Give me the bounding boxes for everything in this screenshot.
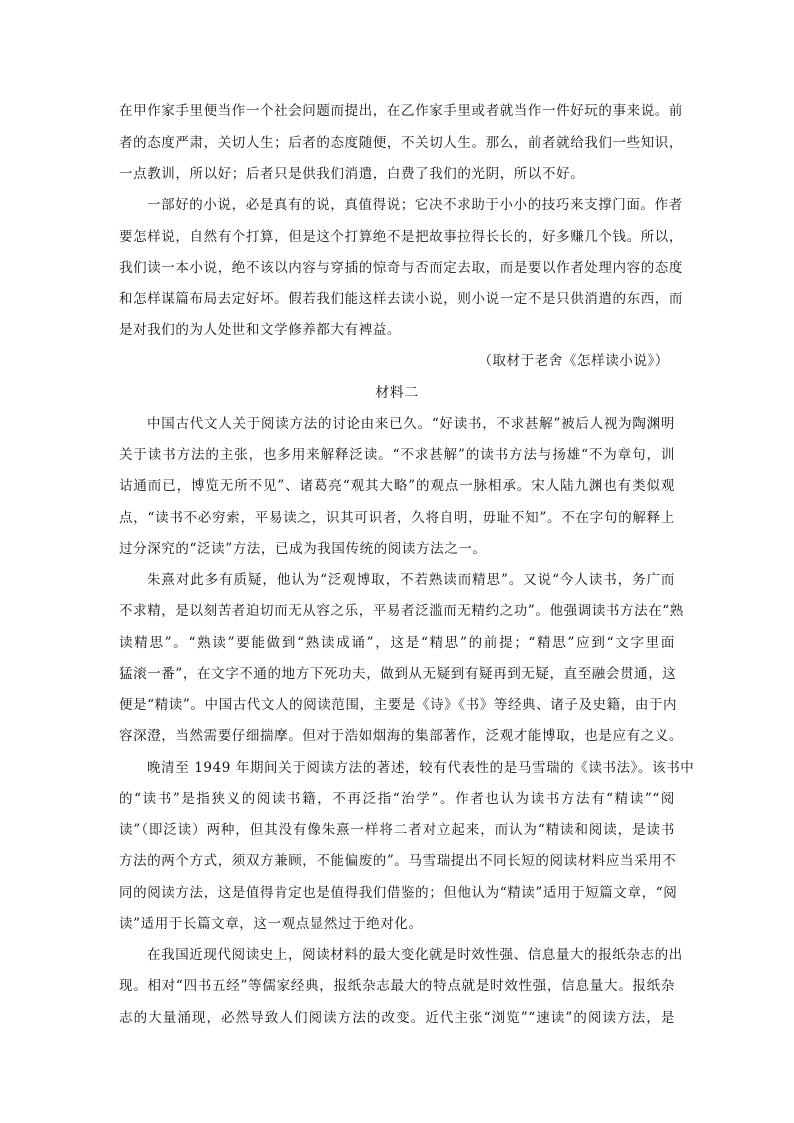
text-line: 现。相对“四书五经”等儒家经典，报纸杂志最大的特点就是时效性强，信息量大。报纸杂 [119,978,675,994]
text-line: 点，“读书不必穷索，平易读之，识其可识者，久将自明，毋耻不知”。不在字句的解释上 [119,510,675,526]
section-heading: 材料二 [375,385,419,401]
text-line: 容深澄，当然需要仔细揣摩。但对于浩如烟海的集部著作，泛观才能博取，也是应有之义。 [119,728,683,744]
text-line: 过分深究的“泛读”方法，已成为我国传统的阅读方法之一。 [119,541,487,557]
text-line: 晚清至 1949 年期间关于阅读方法的著述，较有代表性的是马雪瑞的《读书法》。该书中 [147,760,695,776]
text-line: 志的大量涌现，必然导致人们阅读方法的改变。近代主张“浏览”“速读”的阅读方法，是 [119,1010,675,1026]
text-line: 一点教训，所以好；后者只是供我们消遣，白费了我们的光阴，所以不好。 [119,166,585,182]
text-line: 的“读书”是指狭义的阅读书籍，不再泛指“治学”。作者也认为读书方法有“精读”“阅 [119,791,675,807]
text-line: 不求精，是以刻苦者迫切而无从容之乐，平易者泛滥而无精约之功”。他强调读书方法在“熟 [119,603,684,619]
text-line: 读”（即泛读）两种，但其没有像朱熹一样将二者对立起来，而认为“精读和阅读，是读书 [119,822,675,838]
text-line: 便是“精读”。中国古代文人的阅读范围，主要是《诗》《书》等经典、诸子及史籍，由于内 [119,697,678,713]
text-line: 读”适用于长篇文章，这一观点显然过于绝对化。 [119,916,423,932]
text-line: 要怎样说，自然有个打算，但是这个打算绝不是把故事拉得长长的，好多赚几个钱。所以， [119,229,683,245]
text-line: 方法的两个方式，须双方兼顾，不能偏废的”。马雪瑞提出不同长短的阅读材料应当采用不 [119,853,677,869]
text-line: 读精思”。“熟读”要能做到“熟读成诵”，这是“精思”的前提；“精思”应到“文字里面 [119,635,675,651]
text-line: 关于读书方法的主张，也多用来解释泛读。“不求甚解”的读书方法与扬雄“不为章句，训 [119,447,675,463]
source-citation: （取材于老舍《怎样读小说》） [478,353,669,369]
text-line: 和怎样谋篇布局去定好坏。假若我们能这样去读小说，则小说一定不是只供消遣的东西，而 [119,291,683,307]
text-line: 在我国近现代阅读史上，阅读材料的最大变化就是时效性强、信息量大的报纸杂志的出 [147,947,683,963]
text-line: 诂通而已，博览无所不见”、诸葛亮“观其大略”的观点一脉相承。宋人陆九渊也有类似观 [119,478,675,494]
text-line: 我们读一本小说，绝不该以内容与穿插的惊奇与否而定去取，而是要以作者处理内容的态度 [119,260,683,276]
text-line: 在甲作家手里便当作一个社会问题而提出，在乙作家手里或者就当作一件好玩的事来说。前 [119,103,683,119]
text-line: 者的态度严肃，关切人生；后者的态度随便，不关切人生。那么，前者就给我们一些知识， [119,135,683,151]
text-line: 是对我们的为人处世和文学修养都大有裨益。 [119,322,401,338]
text-line: 朱熹对此多有质疑，他认为“泛观博取，不若熟读而精思”。又说“今人读书，务广而 [147,572,675,588]
text-line: 一部好的小说，必是真有的说，真值得说；它决不求助于小小的技巧来支撑门面。作者 [147,197,683,213]
text-line: 猛滚一番”，在文字不通的地方下死功夫，做到从无疑到有疑再到无疑，直至融会贯通，这 [119,666,677,682]
text-line: 中国古代文人关于阅读方法的讨论由来已久。“好读书，不求甚解”被后人视为陶渊明 [147,416,675,432]
text-line: 同的阅读方法，这是值得肯定也是值得我们借鉴的；但他认为“精读”适用于短篇文章，“阅 [119,885,678,901]
